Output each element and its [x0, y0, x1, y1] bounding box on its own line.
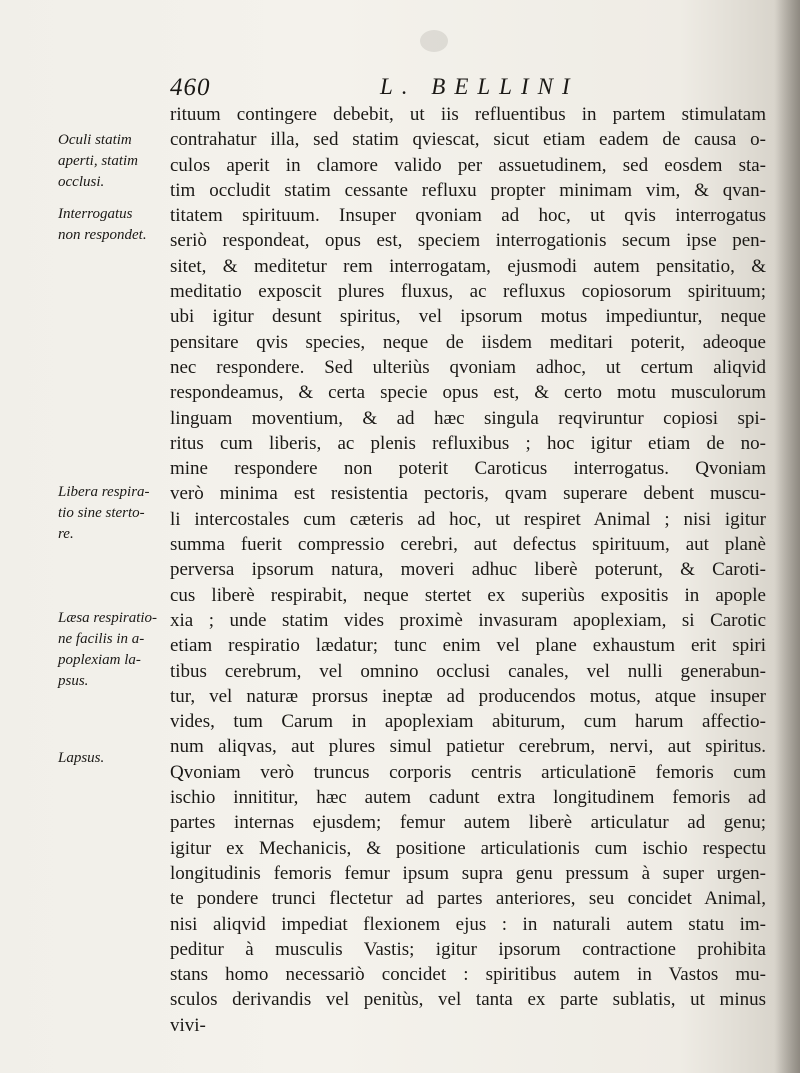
text-line: stans homo necessariò concidet : spiritibus autem in Vastos mu- — [170, 964, 766, 986]
text-line: perversa ipsorum natura, moveri adhuc liberè poterunt, & Caroti- — [170, 559, 766, 581]
marginal-note — [58, 748, 170, 769]
text-line: titatem spirituum. Insuper qvoniam ad hoc, ut qvis interrogatus — [170, 205, 766, 227]
text-line: verò minima est resistentia pectoris, qvam superare debent muscu- — [170, 483, 766, 505]
text-line: tibus cerebrum, vel omnino occlusi canales, vel nulli generabun- — [170, 660, 766, 682]
text-line: partes internas ejusdem; femur autem liberè articulatur ad genu; — [170, 812, 766, 834]
text-line: cus liberè respirabit, neque stertet ex superiùs expositis in apople — [170, 584, 766, 606]
marginal-note-line: re. — [58, 526, 74, 542]
marginal-note — [58, 204, 170, 246]
marginal-note-line: non respondet. — [58, 227, 147, 243]
text-line: mine respondere non poterit Caroticus interrogatus. Qvoniam — [170, 458, 766, 480]
marginal-note — [58, 130, 170, 193]
text-line: sculos derivandis vel penitùs, vel tanta ex parte sublatis, ut minus — [170, 989, 766, 1011]
body-text — [170, 102, 766, 1038]
marginal-note — [58, 608, 170, 692]
text-line: nec respondere. Sed ulteriùs qvoniam adhoc, ut certum aliqvid — [170, 356, 766, 378]
catchword: vivi- — [170, 1014, 206, 1036]
text-line: respondeamus, & certa specie opus est, & certo motu musculorum — [170, 382, 766, 404]
text-line: ritus cum liberis, ac plenis refluxibus ; hoc igitur etiam de no- — [170, 432, 766, 454]
text-line: culos aperit in clamore valido per assuetudinem, sed eosdem sta- — [170, 154, 766, 176]
marginal-note-line: occlusi. — [58, 174, 105, 190]
page-number: 460 — [170, 74, 211, 101]
text-line: peditur à musculis Vastis; igitur ipsorum contractione prohibita — [170, 938, 766, 960]
marginal-note-line: Læsa respiratio- — [58, 610, 158, 626]
text-line: igitur ex Mechanicis, & positione articulationis cum ischio respectu — [170, 837, 766, 859]
running-head: L. BELLINI — [380, 74, 579, 99]
marginal-note-line: Interrogatus — [58, 206, 133, 222]
text-line: num aliqvas, aut plures simul patietur cerebrum, nervi, aut spiritus. — [170, 736, 766, 758]
marginal-note-line: psus. — [58, 673, 89, 689]
text-line: nisi aliqvid impediat flexionem ejus : in naturali autem statu im- — [170, 913, 766, 935]
marginal-note-line: Lapsus. — [58, 750, 105, 766]
text-line: linguam moventium, & ad hæc singula reqviruntur copiosi spi- — [170, 407, 766, 429]
text-line: summa fuerit compressio cerebri, aut defectus spirituum, aut planè — [170, 534, 766, 556]
marginal-note-line: Libera respira- — [58, 484, 150, 500]
text-line: seriò respondeat, opus est, speciem interrogationis secum ipse pen- — [170, 230, 766, 252]
text-line: contrahatur illa, sed statim qviescat, sicut etiam eadem de causa o- — [170, 129, 766, 151]
text-line: ubi igitur desunt spiritus, vel ipsorum motus impediuntur, neque — [170, 306, 766, 328]
ink-blot — [420, 30, 448, 52]
marginal-note-line: ne facilis in a- — [58, 631, 145, 647]
text-line: te pondere trunci flectetur ad partes anteriores, seu concidet Animal, — [170, 888, 766, 910]
text-line: ischio innititur, hæc autem cadunt extra longitudinem femoris ad — [170, 787, 766, 809]
marginal-note-line: aperti, statim — [58, 153, 139, 169]
text-line: longitudinis femoris femur ipsum supra genu pressum à super urgen- — [170, 862, 766, 884]
text-line: pensitare qvis species, neque de iisdem meditari poterit, adeoque — [170, 331, 766, 353]
marginal-note-line: Oculi statim — [58, 132, 132, 148]
text-line: tur, vel naturæ prorsus ineptæ ad producendos motus, atque insuper — [170, 685, 766, 707]
text-line: xia ; unde statim vides proximè invasuram apoplexiam, si Carotic — [170, 609, 766, 631]
marginal-note — [58, 482, 170, 545]
page-header — [170, 74, 770, 102]
text-line: li intercostales cum cæteris ad hoc, ut respiret Animal ; nisi igitur — [170, 508, 766, 530]
page-edge-shadow — [774, 0, 800, 1073]
text-line: tim occludit statim cessante refluxu propter minimam vim, & qvan- — [170, 179, 766, 201]
text-line: etiam respiratio lædatur; tunc enim vel plane exhaustum erit spiri — [170, 635, 766, 657]
marginal-note-line: poplexiam la- — [58, 652, 141, 668]
text-line: rituum contingere debebit, ut iis refluentibus in partem stimulatam — [170, 104, 766, 125]
marginal-note-line: tio sine sterto- — [58, 505, 145, 521]
text-line: vides, tum Carum in apoplexiam abiturum, cum harum affectio- — [170, 711, 766, 733]
text-line: meditatio exposcit plures fluxus, ac refluxus copiosorum spirituum; — [170, 281, 766, 303]
text-line: Qvoniam verò truncus corporis centris articulationē femoris cum — [170, 761, 766, 783]
text-line: sitet, & meditetur rem interrogatam, ejusmodi autem pensitatio, & — [170, 255, 766, 277]
